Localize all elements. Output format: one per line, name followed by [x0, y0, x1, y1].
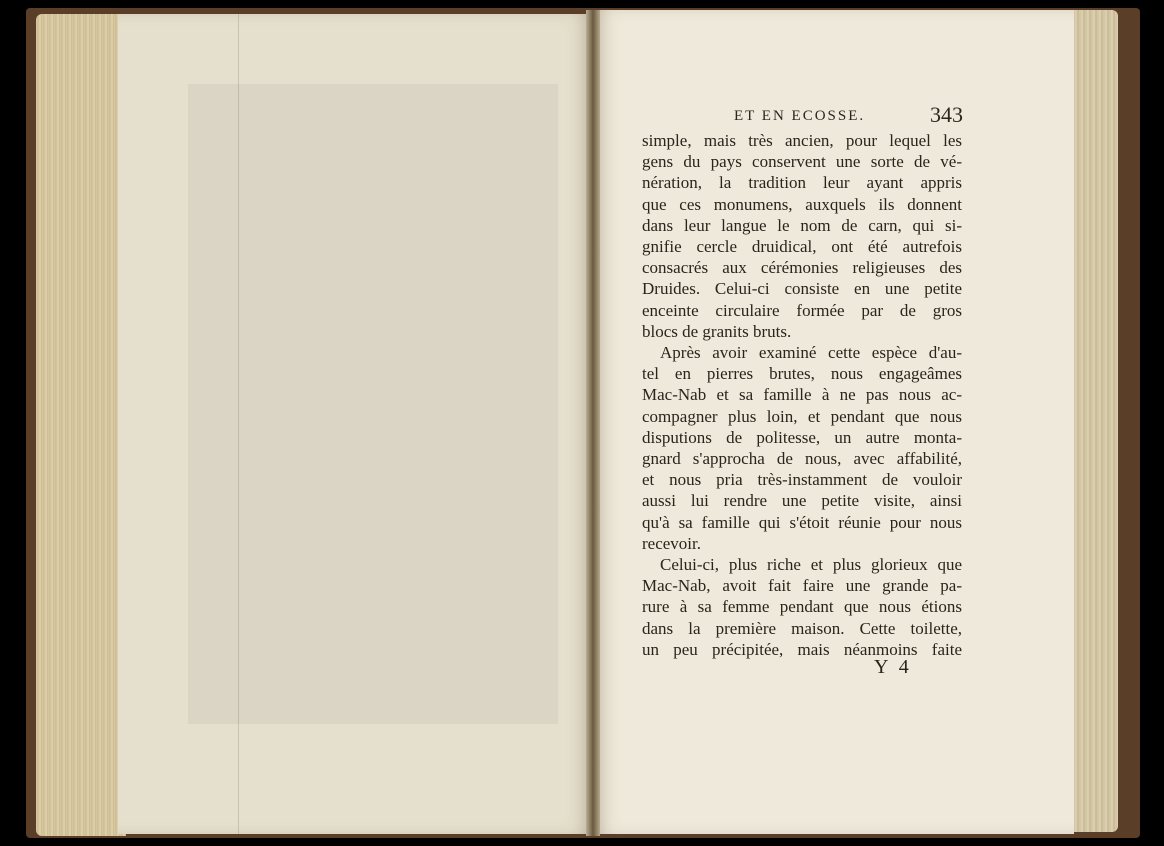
text-line: simple, mais très ancien, pour lequel les: [642, 131, 962, 150]
text-line: que ces monumens, auxquels ils donnent: [642, 194, 962, 214]
text-line: Mac-Nab et sa famille à ne pas nous ac-: [642, 385, 962, 405]
bleed-through-area: [188, 84, 558, 724]
text-line: et nous pria très-instamment de vouloir: [642, 470, 962, 490]
text-line: Celui-ci, plus riche et plus glorieux que: [660, 555, 962, 575]
right-page-edges: [1068, 10, 1118, 832]
fold-line: [238, 14, 239, 834]
text-line: disputions de politesse, un autre monta-: [642, 427, 962, 447]
text-line: aussi lui rendre une petite visite, ainsi: [642, 491, 962, 511]
text-line: gens du pays conservent une sorte de vé-: [642, 152, 962, 172]
text-line: recevoir.: [642, 533, 701, 553]
signature-mark: Y 4: [874, 656, 912, 678]
text-line: Après avoir examiné cette espèce d'au-: [660, 343, 962, 363]
text-line: Druides. Celui-ci consiste en une petite: [642, 279, 962, 299]
text-line: un peu précipitée, mais néanmoins faite: [642, 639, 962, 659]
page-number: 343: [930, 102, 963, 127]
running-head: ET EN ECOSSE.: [734, 108, 866, 124]
book-gutter: [586, 10, 600, 836]
text-line: qu'à sa famille qui s'étoit réunie pour nous: [642, 512, 962, 532]
text-line: gnifie cercle druidical, ont été autrefois: [642, 237, 962, 257]
text-line: rure à sa femme pendant que nous étions: [642, 597, 962, 617]
right-page: [594, 10, 1074, 834]
text-line: blocs de granits bruts.: [642, 321, 792, 341]
text-line: Mac-Nab, avoit fait faire une grande pa-: [642, 576, 962, 596]
text-line: compagner plus loin, et pendant que nous: [642, 406, 962, 426]
text-line: consacrés aux cérémonies religieuses des: [642, 258, 962, 278]
text-line: nération, la tradition leur ayant appris: [642, 173, 962, 193]
body-text: [642, 130, 962, 660]
text-line: enceinte circulaire formée par de gros: [642, 300, 962, 320]
text-line: gnard s'approcha de nous, avec affabilité,: [642, 449, 962, 469]
text-line: dans la première maison. Cette toilette,: [642, 618, 962, 638]
left-page-edges: [36, 14, 126, 836]
left-page: [118, 14, 592, 834]
text-line: tel en pierres brutes, nous engageâmes: [642, 364, 962, 384]
text-line: dans leur langue le nom de carn, qui si-: [642, 215, 962, 235]
